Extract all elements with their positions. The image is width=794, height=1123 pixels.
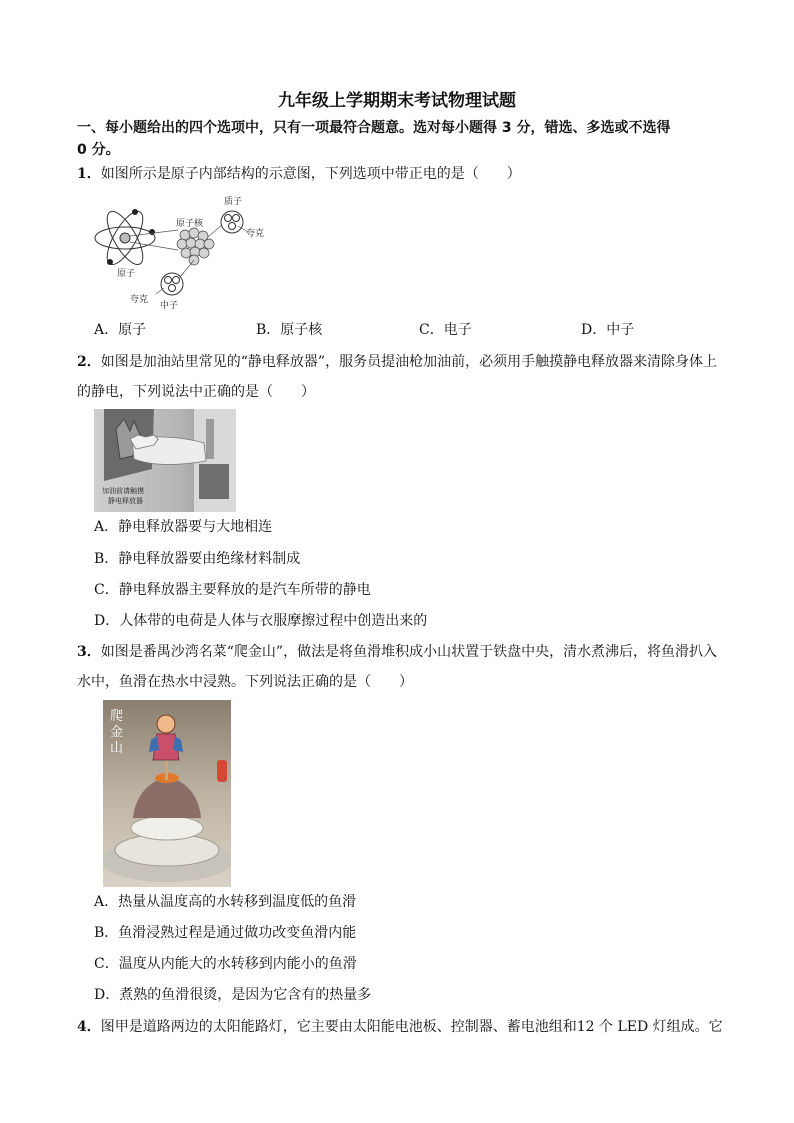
- dish-name-char-2: 金: [110, 725, 124, 740]
- label-atom: 原子: [117, 269, 136, 279]
- electron-1: [149, 229, 155, 235]
- q2-option-b[interactable]: B．静电释放器要由绝缘材料制成: [94, 551, 301, 567]
- question-3-number: 3．: [77, 644, 101, 660]
- q2-option-a[interactable]: A．静电释放器要与大地相连: [94, 519, 273, 535]
- q1-option-a[interactable]: A．原子: [94, 322, 147, 338]
- question-1-number: 1．: [77, 166, 101, 182]
- question-4-line1: 图甲是道路两边的太阳能路灯，它主要由太阳能电池板、控制器、蓄电池组和12 个 LED 灯组成。它: [100, 1019, 723, 1035]
- question-2-number: 2．: [77, 354, 101, 370]
- q2-option-c[interactable]: C．静电释放器主要释放的是汽车所带的静电: [94, 582, 371, 598]
- q3-option-d[interactable]: D．煮熟的鱼滑很烫，是因为它含有的热量多: [94, 987, 372, 1003]
- q3-option-b[interactable]: B．鱼滑浸熟过程是通过做功改变鱼滑内能: [94, 925, 357, 941]
- question-3-stem: [77, 637, 757, 697]
- static-discharger-photo: [94, 409, 236, 512]
- question-2-line1: 如图是加油站里常见的“静电释放器”，服务员提油枪加油前，必须用手触摸静电释放器来清除身体上: [100, 354, 718, 370]
- electron-2: [107, 259, 113, 265]
- question-1-stem: [77, 159, 757, 189]
- dish-name-char-1: 爬: [110, 709, 124, 724]
- label-quark-left: 夸克: [130, 295, 149, 305]
- q2-option-d[interactable]: D．人体带的电荷是人体与衣服摩擦过程中创造出来的: [94, 613, 428, 629]
- plate-text-line1: 加油前请触摸: [102, 487, 144, 495]
- atom-structure-figure: [90, 192, 280, 312]
- question-3-line1: 如图是番禺沙湾名菜“爬金山”，做法是将鱼滑堆积成小山状置于铁盘中央，清水煮沸后，将鱼滑扒入: [100, 644, 718, 660]
- q1-option-c[interactable]: C．电子: [419, 322, 472, 338]
- dish-name-char-3: 山: [110, 741, 124, 756]
- q1-option-b[interactable]: B．原子核: [256, 322, 323, 338]
- q1-option-d[interactable]: D．中子: [581, 322, 635, 338]
- question-2-line2: 的静电，下列说法中正确的是（ ）: [77, 384, 315, 400]
- question-1-text: 如图所示是原子内部结构的示意图，下列选项中带正电的是（ ）: [100, 166, 521, 182]
- section-heading-line2: 0 分。: [77, 142, 120, 158]
- label-neutron: 中子: [160, 301, 179, 311]
- label-nucleus: 原子核: [176, 219, 204, 229]
- page-title: 九年级上学期期末考试物理试题: [278, 91, 516, 111]
- question-2-stem: [77, 347, 757, 407]
- label-proton: 质子: [224, 197, 243, 207]
- question-4-number: 4．: [77, 1019, 101, 1035]
- q3-option-a[interactable]: A．热量从温度高的水转移到温度低的鱼滑: [94, 894, 357, 910]
- q3-option-c[interactable]: C．温度从内能大的水转移到内能小的鱼滑: [94, 956, 357, 972]
- plate-text-line2: 静电释放器: [108, 497, 143, 505]
- question-3-line2: 水中，鱼滑在热水中浸熟。下列说法正确的是（ ）: [77, 674, 413, 690]
- label-quark-right: 夸克: [246, 229, 265, 239]
- electron-3: [132, 209, 138, 215]
- section-heading-line1: 一、每小题给出的四个选项中，只有一项最符合题意。选对每小题得 3 分，错选、多选或不选得: [77, 120, 671, 136]
- atom-core: [120, 233, 130, 243]
- section-heading: [77, 117, 757, 161]
- question-4-stem: [77, 1012, 757, 1042]
- dish-photo: [103, 700, 231, 887]
- nucleus-cluster: [177, 228, 214, 265]
